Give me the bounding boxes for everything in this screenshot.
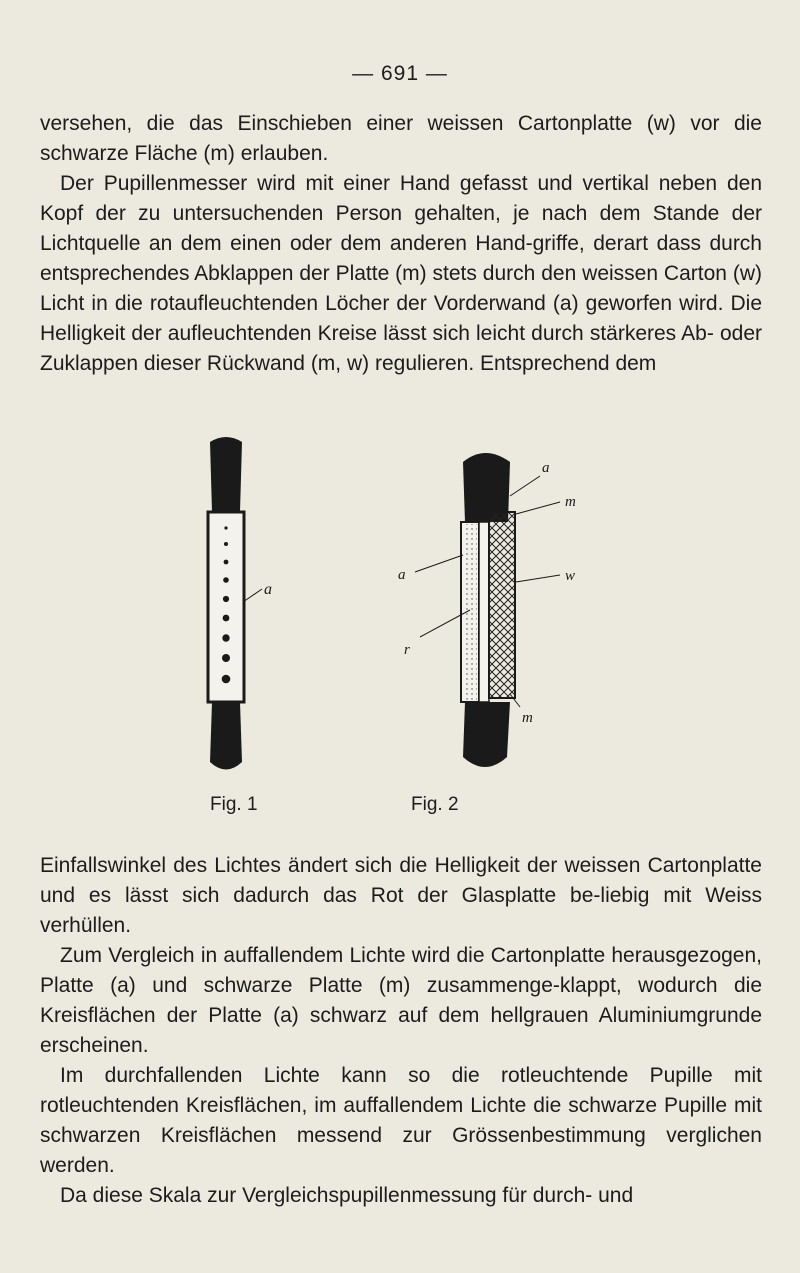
figure: [180, 432, 620, 832]
paragraph: Einfallswinkel des Lichtes ändert sich die Helligkeit der weissen Cartonplatte und es lässt sich dadurch das Rot der Glasplatte be-liebig mit Weiss verhüllen.: [40, 854, 762, 937]
text-block-bottom: [40, 851, 762, 1211]
fig2-label-a-top: a: [542, 460, 550, 476]
fig2-label-m-top: m: [565, 494, 576, 510]
page-number: — 691 —: [352, 62, 448, 85]
fig2-label-w-right: w: [565, 568, 576, 584]
fig2-label-a-left: a: [398, 567, 406, 583]
fig1-caption: Fig. 1: [210, 794, 258, 815]
fig1-label-a: a: [264, 581, 272, 598]
fig2-label-m-bottom: m: [522, 710, 533, 726]
fig2-pupil-gauge-section: [415, 453, 560, 767]
paragraph: Der Pupillenmesser wird mit einer Hand gefasst und vertikal neben den Kopf der zu untersuchenden Person gehalten, je nach dem Stande der Lichtquelle an dem einen oder dem anderen Hand-griffe, derart dass durch entsprechendes Abklappen der Platte (m) stets durch den weissen Carton (w) Licht in die rotaufleuchtenden Löcher der Vorderwand (a) geworfen wird. Die Helligkeit der aufleuchtenden Kreise lässt sich leicht durch stärkeres Ab- oder Zuklappen dieser Rückwand (m, w) regulieren. Entsprechend dem: [40, 172, 762, 375]
paragraph: Zum Vergleich in auffallendem Lichte wird die Cartonplatte herausgezogen, Platte (a) und schwarze Platte (m) zusammenge-klappt, wodurch die Kreisflächen der Platte (a) schwarz auf dem hellgrauen Aluminiumgrunde erscheinen.: [40, 944, 762, 1057]
paragraph: Da diese Skala zur Vergleichspupillenmessung für durch- und: [60, 1184, 634, 1207]
paragraph: Im durchfallenden Lichte kann so die rotleuchtende Pupille mit rotleuchtenden Kreisflächen, im auffallendem Lichte die schwarze Pupille mit schwarzen Kreisflächen messend zur Grössenbestimmung verglichen werden.: [40, 1064, 762, 1177]
text-block-top: [40, 109, 762, 379]
paragraph: versehen, die das Einschieben einer weissen Cartonplatte (w) vor die schwarze Fläche (m) erlauben.: [40, 112, 762, 165]
fig2-label-r-left: r: [404, 642, 410, 658]
figure-illustration: [180, 432, 620, 832]
fig2-caption: Fig. 2: [411, 794, 459, 815]
fig1-pupil-gauge: [208, 437, 262, 770]
